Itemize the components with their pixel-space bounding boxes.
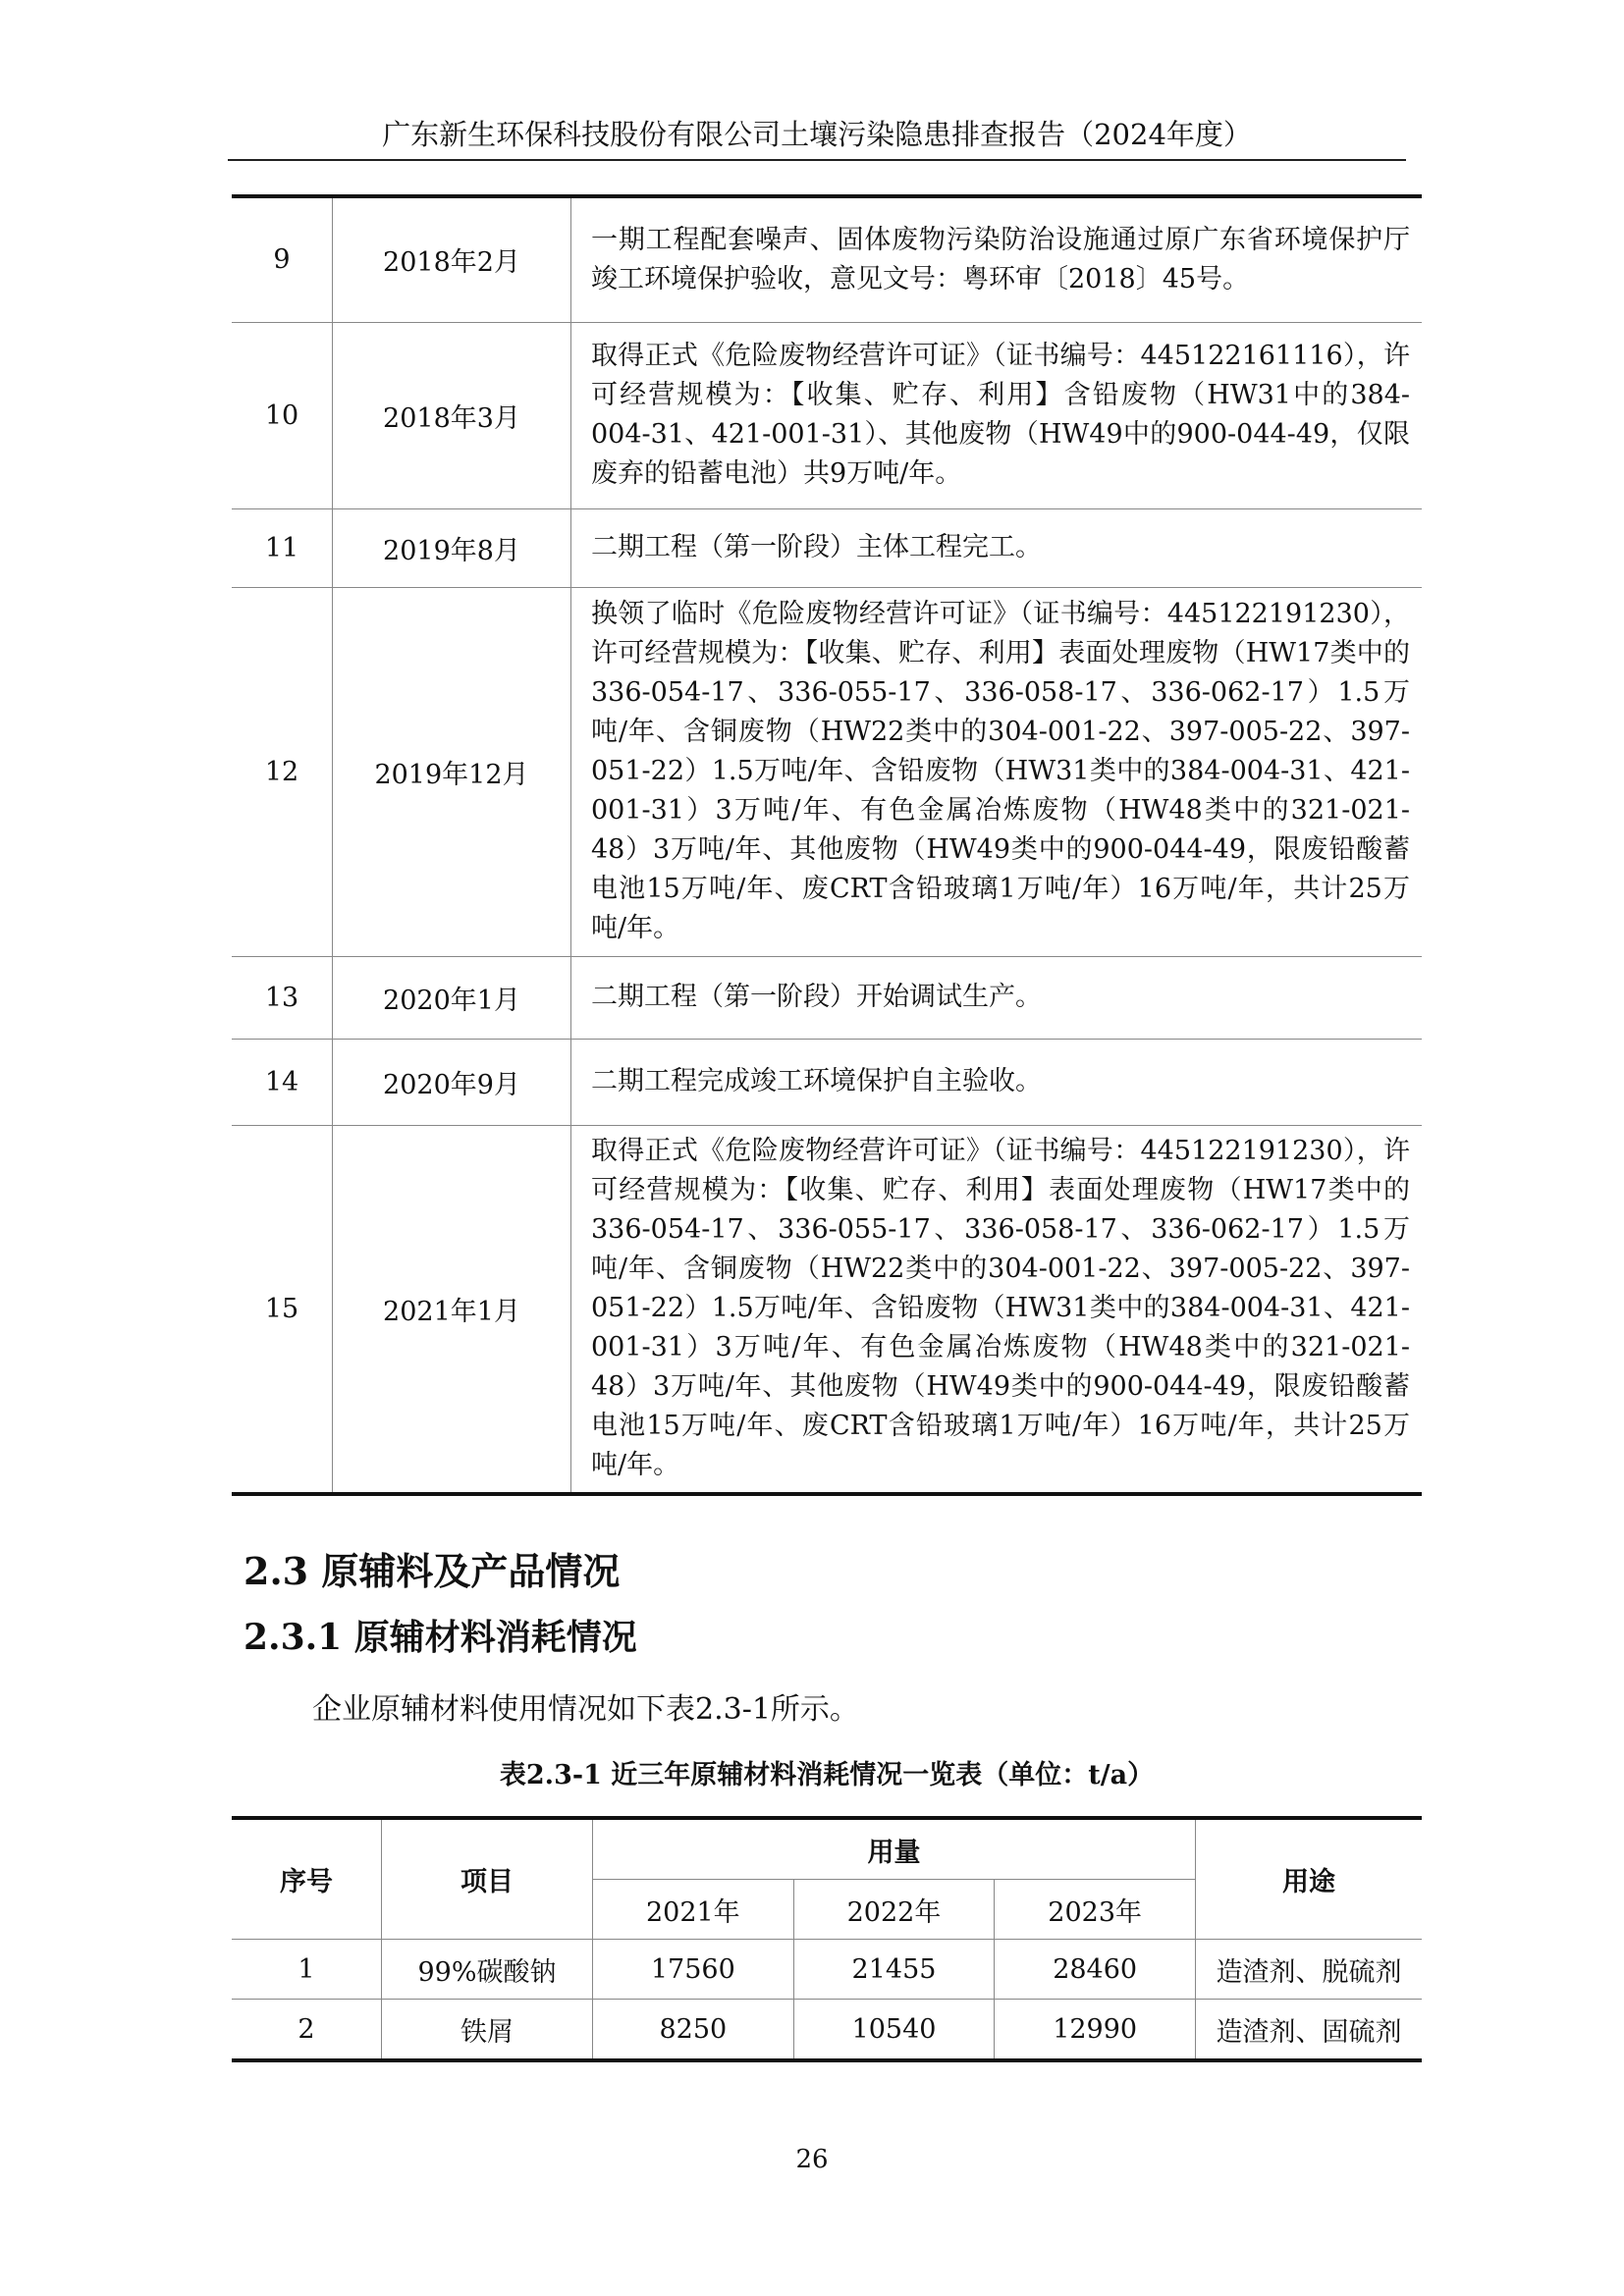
header-year: 2021年 <box>593 1880 794 1940</box>
cell-2022: 10540 <box>793 2000 995 2061</box>
table-row <box>232 1940 1422 2000</box>
cell-item: 铁屑 <box>382 2000 593 2061</box>
body-paragraph: 企业原辅材料使用情况如下表2.3-1所示。 <box>312 1692 859 1727</box>
header-purpose: 用途 <box>1196 1818 1423 1940</box>
row-date: 2020年9月 <box>333 1039 571 1125</box>
row-date: 2019年8月 <box>333 508 571 587</box>
cell-item: 99%碳酸钠 <box>382 1940 593 2000</box>
row-date: 2018年2月 <box>333 196 571 322</box>
cell-no: 1 <box>232 1940 382 2000</box>
row-number: 11 <box>232 508 333 587</box>
table-row <box>232 1125 1422 1494</box>
row-description: 取得正式《危险废物经营许可证》（证书编号：445122161116），许可经营规模为：【收集、贮存、利用】含铅废物（HW31中的384-004-31、421-001-31）、其他废物（HW49中的900-044-49，仅限废弃的铅蓄电池）共9万吨/年。 <box>571 322 1423 508</box>
row-number: 14 <box>232 1039 333 1125</box>
row-description: 取得正式《危险废物经营许可证》（证书编号：445122191230），许可经营规模为：【收集、贮存、利用】表面处理废物（HW17类中的336-054-17、336-055-17、336-058-17、336-062-17）1.5万吨/年、含铜废物（HW22类中的304-001-22、397-005-22、397-051-22）1.5万吨/年、含铅废物（HW31类中的384-004-31、421-001-31）3万吨/年、有色金属冶炼废物（HW48类中的321-021-48）3万吨/年、其他废物（HW49类中的900-044-49，限废铅酸蓄电池15万吨/年、废CRT含铅玻璃1万吨/年）16万吨/年，共计25万吨/年。 <box>571 1125 1423 1494</box>
header-item: 项目 <box>382 1818 593 1940</box>
row-description: 二期工程（第一阶段）开始调试生产。 <box>571 956 1423 1039</box>
row-description: 二期工程（第一阶段）主体工程完工。 <box>571 508 1423 587</box>
row-date: 2020年1月 <box>333 956 571 1039</box>
row-number: 13 <box>232 956 333 1039</box>
cell-no: 2 <box>232 2000 382 2061</box>
row-number: 9 <box>232 196 333 322</box>
table-header-row <box>232 1818 1422 1880</box>
cell-purpose: 造渣剂、固硫剂 <box>1196 2000 1423 2061</box>
row-date: 2018年3月 <box>333 322 571 508</box>
subsection-heading: 2.3.1 原辅材料消耗情况 <box>244 1617 637 1658</box>
header-usage: 用量 <box>593 1818 1196 1880</box>
materials-table <box>232 1816 1422 2062</box>
row-date: 2021年1月 <box>333 1125 571 1494</box>
header-no: 序号 <box>232 1818 382 1940</box>
row-number: 12 <box>232 587 333 956</box>
table-row <box>232 587 1422 956</box>
table-row <box>232 196 1422 322</box>
header-year: 2022年 <box>793 1880 995 1940</box>
cell-2022: 21455 <box>793 1940 995 2000</box>
header-year: 2023年 <box>995 1880 1196 1940</box>
row-number: 10 <box>232 322 333 508</box>
table-row <box>232 956 1422 1039</box>
row-description: 二期工程完成竣工环境保护自主验收。 <box>571 1039 1423 1125</box>
history-table <box>232 194 1422 1496</box>
row-number: 15 <box>232 1125 333 1494</box>
row-description: 一期工程配套噪声、固体废物污染防治设施通过原广东省环境保护厅竣工环境保护验收，意见文号：粤环审〔2018〕45号。 <box>591 224 1410 294</box>
cell-2021: 8250 <box>593 2000 794 2061</box>
section-heading: 2.3 原辅料及产品情况 <box>244 1549 621 1593</box>
table-caption: 表2.3-1 近三年原辅材料消耗情况一览表（单位：t/a） <box>499 1760 1155 1790</box>
table-row <box>232 508 1422 587</box>
row-description: 换领了临时《危险废物经营许可证》（证书编号：445122191230），许可经营规模为：【收集、贮存、利用】表面处理废物（HW17类中的336-054-17、336-055-17、336-058-17、336-062-17）1.5万吨/年、含铜废物（HW22类中的304-001-22、397-005-22、397-051-22）1.5万吨/年、含铅废物（HW31类中的384-004-31、421-001-31）3万吨/年、有色金属冶炼废物（HW48类中的321-021-48）3万吨/年、其他废物（HW49类中的900-044-49，限废铅酸蓄电池15万吨/年、废CRT含铅玻璃1万吨/年）16万吨/年，共计25万吨/年。 <box>571 587 1423 956</box>
row-date: 2019年12月 <box>333 587 571 956</box>
page-header: 广东新生环保科技股份有限公司土壤污染隐患排查报告（2024年度） <box>228 110 1406 161</box>
table-row <box>232 2000 1422 2061</box>
cell-2023: 12990 <box>995 2000 1196 2061</box>
page-number: 26 <box>795 2145 829 2174</box>
table-row <box>232 1039 1422 1125</box>
cell-2023: 28460 <box>995 1940 1196 2000</box>
cell-purpose: 造渣剂、脱硫剂 <box>1196 1940 1423 2000</box>
table-row <box>232 322 1422 508</box>
cell-2021: 17560 <box>593 1940 794 2000</box>
